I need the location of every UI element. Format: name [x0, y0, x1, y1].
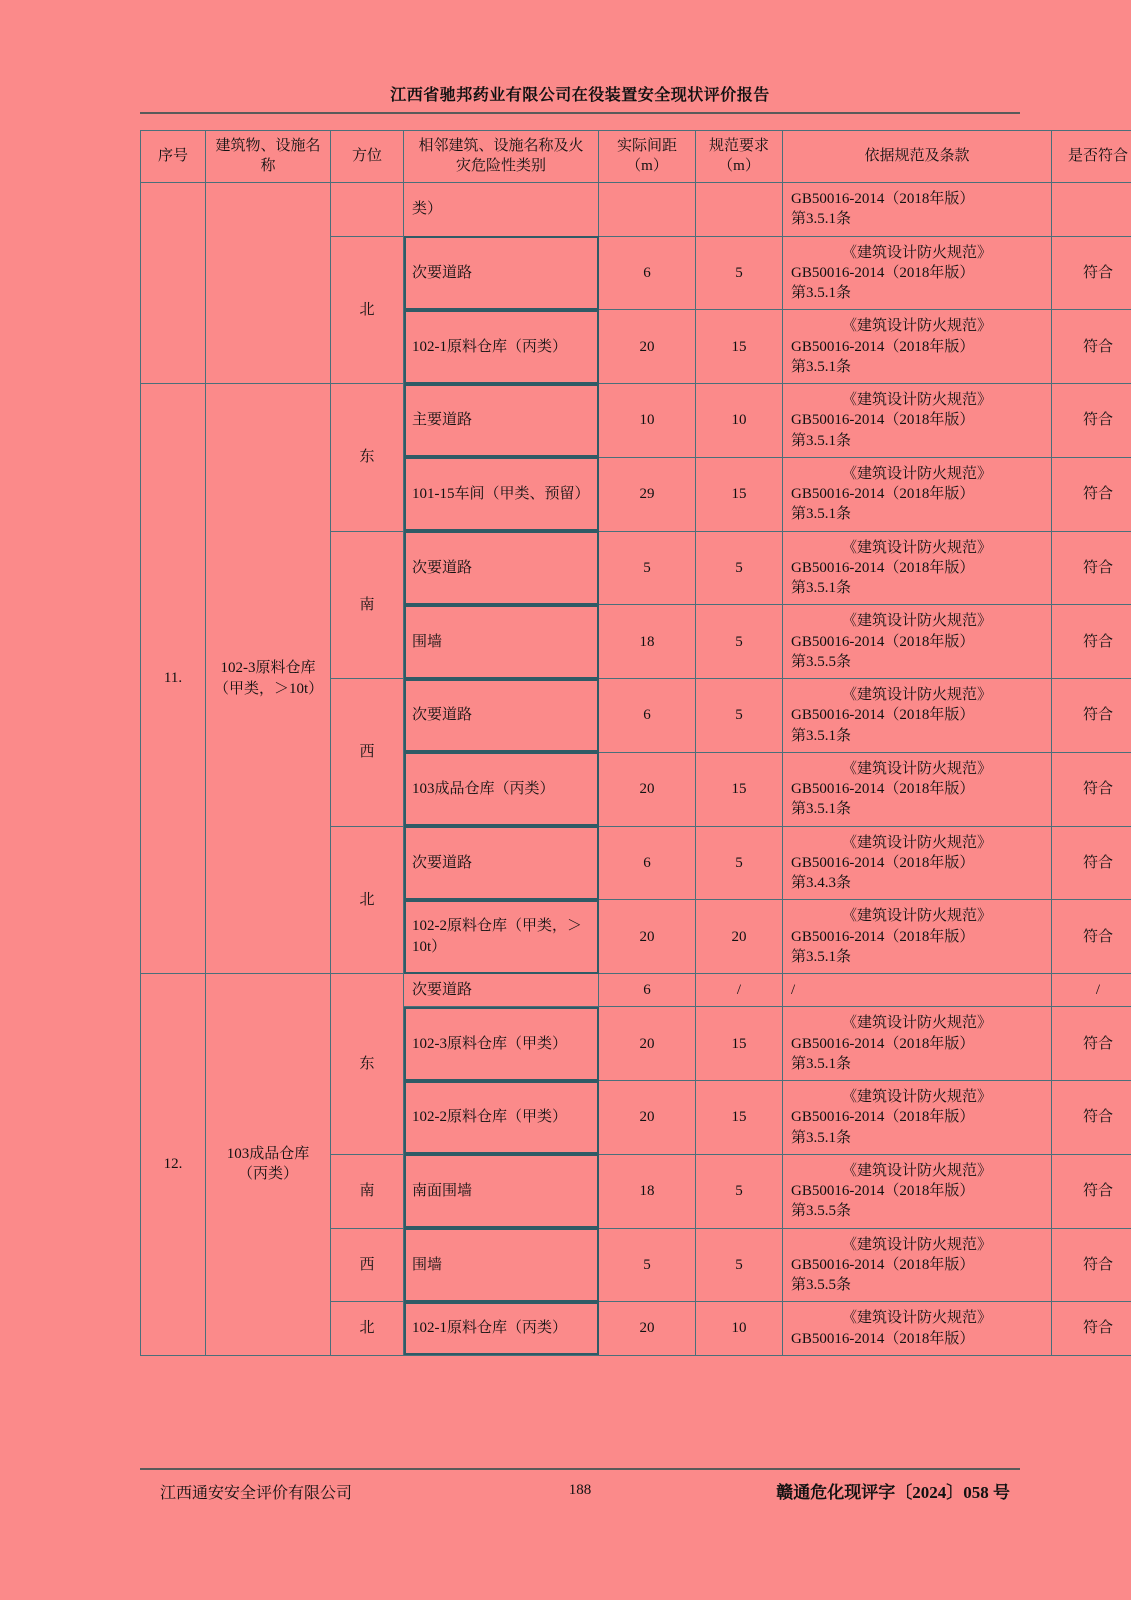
standard-line: GB50016-2014（2018年版）: [791, 338, 975, 355]
cell-direction: 东: [331, 974, 404, 1155]
cell-adjacent: 围墙: [404, 605, 599, 679]
cell-index: 11.: [141, 384, 206, 974]
cell-compliance: 符合: [1052, 752, 1131, 826]
cell-standard: [783, 900, 1052, 974]
cell-direction: [331, 183, 404, 237]
cell-index: 12.: [141, 974, 206, 1356]
standard-line: 第3.5.1条: [791, 432, 852, 449]
cell-actual: 20: [599, 1081, 696, 1155]
cell-adjacent: 主要道路: [404, 384, 599, 458]
standard-line: GB50016-2014（2018年版）: [791, 191, 975, 207]
cell-adjacent: 102-2原料仓库（甲类，＞10t）: [404, 900, 599, 974]
standard-line: 《建筑设计防火规范》: [841, 539, 992, 556]
standard-line: 《建筑设计防火规范》: [841, 687, 992, 703]
cell-adjacent: 102-1原料仓库（丙类）: [404, 310, 599, 384]
cell-standard: [783, 236, 1052, 310]
cell-standard: [783, 1228, 1052, 1302]
footer-page-number: 188: [568, 1482, 592, 1498]
cell-adjacent: 101-15车间（甲类、预留）: [404, 457, 599, 531]
cell-building-name: [206, 183, 331, 384]
cell-required: 5: [696, 605, 783, 679]
standard-line: GB50016-2014（2018年版）: [791, 486, 975, 502]
cell-adjacent: 围墙: [404, 1228, 599, 1302]
standard-line: GB50016-2014（2018年版）: [791, 928, 975, 945]
cell-standard: [783, 826, 1052, 900]
standard-line: GB50016-2014（2018年版）: [791, 559, 975, 576]
cell-actual: 20: [599, 1007, 696, 1081]
cell-required: 5: [696, 1154, 783, 1228]
cell-compliance: 符合: [1052, 236, 1131, 310]
standard-line: GB50016-2014（2018年版）: [791, 1035, 975, 1052]
cell-standard: [783, 310, 1052, 384]
cell-compliance: 符合: [1052, 1007, 1131, 1081]
standard-line: 第3.5.5条: [791, 653, 852, 670]
cell-adjacent: 103成品仓库（丙类）: [404, 752, 599, 826]
cell-direction: 北: [331, 236, 404, 384]
standard-line: 第3.5.1条: [791, 506, 852, 523]
table-row: [141, 384, 1131, 458]
cell-required: [696, 183, 783, 237]
standard-line: GB50016-2014（2018年版）: [791, 412, 975, 429]
cell-standard: [783, 605, 1052, 679]
standard-line: GB50016-2014（2018年版）: [791, 1256, 975, 1273]
cell-standard: [783, 457, 1052, 531]
cell-compliance: 符合: [1052, 1228, 1131, 1302]
cell-compliance: 符合: [1052, 1302, 1131, 1356]
cell-required: /: [696, 974, 783, 1007]
cell-building-name: 102-3原料仓库（甲类，＞10t）: [206, 384, 331, 974]
cell-adjacent: 102-1原料仓库（丙类）: [404, 1302, 599, 1356]
column-header-direction: 方位: [331, 131, 404, 183]
cell-actual: 20: [599, 1302, 696, 1356]
standard-line: GB50016-2014（2018年版）: [791, 854, 975, 871]
cell-standard: [783, 183, 1052, 237]
standard-line: 《建筑设计防火规范》: [841, 613, 992, 630]
standard-line: 《建筑设计防火规范》: [841, 244, 992, 261]
standard-line: 第3.5.1条: [791, 1055, 852, 1072]
cell-compliance: 符合: [1052, 384, 1131, 458]
column-header-standard: 依据规范及条款: [783, 131, 1052, 183]
standard-line: GB50016-2014（2018年版）: [791, 264, 975, 281]
standard-line: 第3.5.1条: [791, 211, 852, 228]
cell-required: 20: [696, 900, 783, 974]
cell-adjacent: 南面围墙: [404, 1154, 599, 1228]
standard-line: 第3.5.1条: [791, 727, 852, 744]
cell-actual: 6: [599, 236, 696, 310]
cell-required: 5: [696, 1228, 783, 1302]
standard-line: GB50016-2014（2018年版）: [791, 1183, 975, 1199]
cell-compliance: 符合: [1052, 310, 1131, 384]
standard-line: GB50016-2014（2018年版）: [791, 1109, 975, 1126]
standard-line: GB50016-2014（2018年版）: [791, 707, 975, 724]
cell-standard: [783, 384, 1052, 458]
cell-actual: 5: [599, 1228, 696, 1302]
cell-compliance: 符合: [1052, 900, 1131, 974]
cell-direction: 西: [331, 1228, 404, 1302]
standard-line: GB50016-2014（2018年版）: [791, 633, 975, 650]
cell-standard: [783, 752, 1052, 826]
header-divider: [140, 112, 1020, 114]
cell-direction: 东: [331, 384, 404, 532]
cell-standard: [783, 1154, 1052, 1228]
standard-line: 《建筑设计防火规范》: [841, 392, 992, 408]
standard-line: 《建筑设计防火规范》: [841, 1236, 992, 1253]
cell-adjacent: 次要道路: [404, 531, 599, 605]
page-footer: [140, 1476, 1020, 1516]
cell-compliance: 符合: [1052, 826, 1131, 900]
footer-company: 江西通安安全评价有限公司: [160, 1485, 353, 1502]
cell-compliance: [1052, 183, 1131, 237]
cell-direction: 南: [331, 1154, 404, 1228]
cell-actual: 20: [599, 310, 696, 384]
column-header-compliance: 是否符合: [1052, 131, 1131, 183]
standard-line: GB50016-2014（2018年版）: [791, 1330, 975, 1347]
cell-required: 15: [696, 752, 783, 826]
standard-line: 第3.5.1条: [791, 801, 852, 818]
standard-line: 《建筑设计防火规范》: [841, 1089, 992, 1105]
cell-adjacent: 102-3原料仓库（甲类）: [404, 1007, 599, 1081]
cell-actual: 20: [599, 900, 696, 974]
cell-adjacent: 102-2原料仓库（甲类）: [404, 1081, 599, 1155]
cell-actual: 29: [599, 457, 696, 531]
cell-standard: [783, 531, 1052, 605]
column-header-actual-distance: 实际间距（m）: [599, 131, 696, 183]
cell-compliance: 符合: [1052, 531, 1131, 605]
footer-divider: [140, 1468, 1020, 1470]
cell-actual: [599, 183, 696, 237]
footer-doc-number: 赣通危化现评字〔2024〕058 号: [776, 1483, 1010, 1502]
cell-required: 10: [696, 384, 783, 458]
standard-line: 第3.5.1条: [791, 358, 852, 375]
standard-line: 《建筑设计防火规范》: [841, 1162, 992, 1179]
cell-direction: 北: [331, 826, 404, 974]
column-header-adjacent: 相邻建筑、设施名称及火灾危险性类别: [404, 131, 599, 183]
cell-adjacent: 类）: [404, 183, 599, 237]
cell-required: 5: [696, 679, 783, 753]
cell-standard: [783, 1081, 1052, 1155]
table-row: [141, 183, 1131, 237]
column-header-required-distance: 规范要求（m）: [696, 131, 783, 183]
cell-required: 15: [696, 310, 783, 384]
cell-required: 5: [696, 236, 783, 310]
cell-required: 15: [696, 457, 783, 531]
standard-line: 《建筑设计防火规范》: [841, 908, 992, 925]
fire-separation-distance-table: [140, 130, 1131, 1356]
standard-line: 第3.5.1条: [791, 1129, 852, 1146]
cell-adjacent: 次要道路: [404, 974, 599, 1007]
standard-line: 《建筑设计防火规范》: [841, 1310, 992, 1327]
cell-compliance: 符合: [1052, 679, 1131, 753]
standard-line: 《建筑设计防火规范》: [841, 834, 992, 851]
standard-line: 第3.4.3条: [791, 875, 852, 891]
cell-building-name: 103成品仓库（丙类）: [206, 974, 331, 1356]
cell-actual: 18: [599, 605, 696, 679]
cell-required: 5: [696, 531, 783, 605]
cell-actual: 6: [599, 679, 696, 753]
cell-direction: 西: [331, 679, 404, 827]
cell-required: 10: [696, 1302, 783, 1356]
table-header-row: [141, 131, 1131, 183]
cell-actual: 6: [599, 974, 696, 1007]
standard-line: 《建筑设计防火规范》: [841, 318, 992, 335]
cell-compliance: 符合: [1052, 1154, 1131, 1228]
page-header: 江西省驰邦药业有限公司在役装置安全现状评价报告: [390, 87, 770, 104]
cell-adjacent: 次要道路: [404, 236, 599, 310]
cell-required: 15: [696, 1081, 783, 1155]
standard-line: 第3.5.5条: [791, 1277, 852, 1293]
column-header-index: 序号: [141, 131, 206, 183]
standard-line: 第3.5.1条: [791, 948, 852, 965]
column-header-building-name: 建筑物、设施名称: [206, 131, 331, 183]
cell-direction: 南: [331, 531, 404, 679]
standard-line: /: [791, 982, 796, 998]
cell-actual: 20: [599, 752, 696, 826]
standard-line: 《建筑设计防火规范》: [841, 465, 992, 482]
standard-line: 《建筑设计防火规范》: [841, 760, 992, 777]
cell-actual: 5: [599, 531, 696, 605]
cell-standard: [783, 1007, 1052, 1081]
table-row: [141, 974, 1131, 1007]
standard-line: 第3.5.5条: [791, 1203, 852, 1220]
cell-standard: [783, 679, 1052, 753]
standard-line: 第3.5.1条: [791, 285, 852, 301]
cell-actual: 10: [599, 384, 696, 458]
cell-required: 15: [696, 1007, 783, 1081]
cell-required: 5: [696, 826, 783, 900]
cell-compliance: /: [1052, 974, 1131, 1007]
cell-index: [141, 183, 206, 384]
standard-line: GB50016-2014（2018年版）: [791, 781, 975, 797]
cell-adjacent: 次要道路: [404, 826, 599, 900]
cell-standard: [783, 974, 1052, 1007]
standard-line: 第3.5.1条: [791, 580, 852, 596]
cell-adjacent: 次要道路: [404, 679, 599, 753]
cell-compliance: 符合: [1052, 605, 1131, 679]
standard-line: 《建筑设计防火规范》: [841, 1015, 992, 1032]
cell-actual: 6: [599, 826, 696, 900]
cell-compliance: 符合: [1052, 1081, 1131, 1155]
cell-actual: 18: [599, 1154, 696, 1228]
cell-standard: [783, 1302, 1052, 1356]
cell-direction: 北: [331, 1302, 404, 1356]
cell-compliance: 符合: [1052, 457, 1131, 531]
